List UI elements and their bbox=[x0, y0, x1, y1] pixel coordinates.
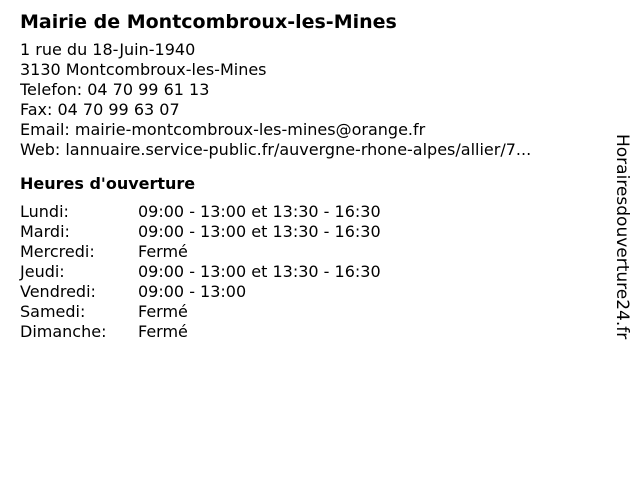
hours-time: 09:00 - 13:00 et 13:30 - 16:30 bbox=[138, 262, 381, 281]
hours-day: Jeudi: bbox=[20, 262, 65, 281]
hours-day: Mercredi: bbox=[20, 242, 95, 261]
hours-row-jeudi bbox=[20, 262, 600, 282]
fax-line: Fax: 04 70 99 63 07 bbox=[20, 100, 180, 119]
hours-time: Fermé bbox=[138, 322, 188, 341]
hours-day: Mardi: bbox=[20, 222, 70, 241]
hours-row-mardi bbox=[20, 222, 600, 242]
hours-row-dimanche bbox=[20, 322, 600, 342]
address-city: 3130 Montcombroux-les-Mines bbox=[20, 60, 267, 79]
hours-time: 09:00 - 13:00 et 13:30 - 16:30 bbox=[138, 202, 381, 221]
hours-time: Fermé bbox=[138, 242, 188, 261]
page-title: Mairie de Montcombroux-les-Mines bbox=[20, 11, 397, 33]
hours-time: Fermé bbox=[138, 302, 188, 321]
hours-day: Dimanche: bbox=[20, 322, 107, 341]
hours-heading: Heures d'ouverture bbox=[20, 174, 196, 193]
mairie-card bbox=[20, 10, 600, 342]
hours-row-vendredi bbox=[20, 282, 600, 302]
hours-day: Samedi: bbox=[20, 302, 86, 321]
address-street: 1 rue du 18-Juin-1940 bbox=[20, 40, 196, 59]
web-line: Web: lannuaire.service-public.fr/auvergne-rhone-alpes/allier/7... bbox=[20, 140, 532, 159]
hours-time: 09:00 - 13:00 et 13:30 - 16:30 bbox=[138, 222, 381, 241]
hours-time: 09:00 - 13:00 bbox=[138, 282, 247, 301]
hours-table bbox=[20, 202, 600, 342]
hours-row-samedi bbox=[20, 302, 600, 322]
hours-day: Lundi: bbox=[20, 202, 69, 221]
hours-row-mercredi bbox=[20, 242, 600, 262]
email-line: Email: mairie-montcombroux-les-mines@orange.fr bbox=[20, 120, 426, 139]
hours-day: Vendredi: bbox=[20, 282, 96, 301]
site-brand-watermark: Horairesdouverture24.fr bbox=[612, 134, 632, 340]
phone-line: Telefon: 04 70 99 61 13 bbox=[20, 80, 210, 99]
hours-row-lundi bbox=[20, 202, 600, 222]
